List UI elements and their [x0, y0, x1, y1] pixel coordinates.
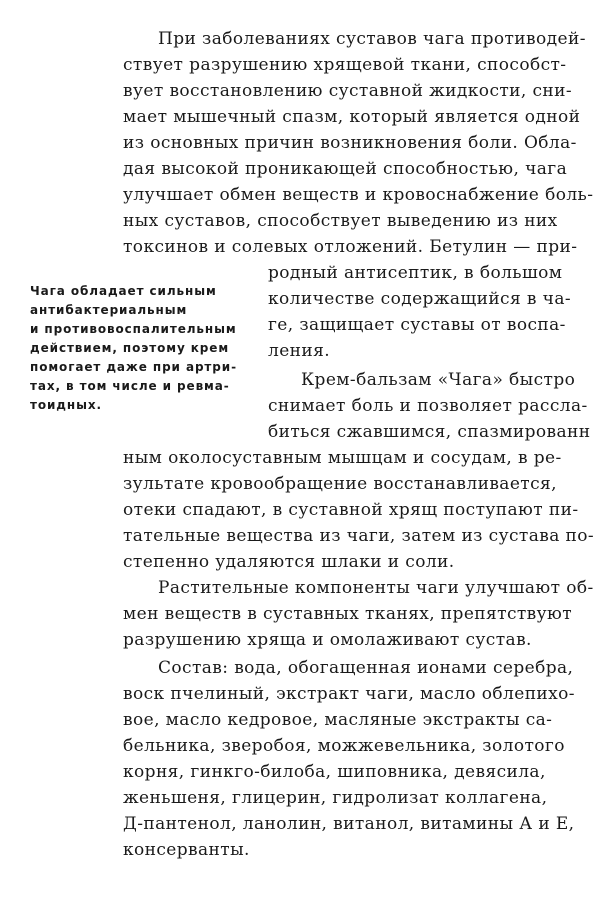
paragraph-1-line-12: ге, защищает суставы от воспа- [268, 315, 566, 335]
paragraph-4-line-5: корня, гинкго-билоба, шиповника, девясила, [123, 762, 546, 782]
paragraph-1-line-11: количестве содержащийся в ча- [268, 289, 571, 309]
sidebar-note-line-6: тах, в том числе и ревма- [30, 379, 230, 393]
paragraph-2-line-6: отеки спадают, в суставной хрящ поступают пи- [123, 500, 579, 520]
paragraph-4-line-7: Д-пантенол, ланолин, витанол, витамины А и Е, [123, 814, 575, 834]
paragraph-2-line-5: зультате кровообращение восстанавливается, [123, 474, 557, 494]
paragraph-2-line-7: тательные вещества из чаги, затем из сустава по- [123, 526, 595, 546]
paragraph-3-line-3: разрушению хряща и омолаживают сустав. [123, 630, 532, 650]
paragraph-1-line-4: мает мышечный спазм, который является одной [123, 107, 581, 127]
paragraph-3-line-1: Растительные компоненты чаги улучшают об- [158, 578, 594, 598]
paragraph-1-line-7: улучшает обмен веществ и кровоснабжение боль- [123, 185, 594, 205]
paragraph-1-line-13: ления. [268, 341, 331, 361]
paragraph-1-line-2: ствует разрушению хрящевой ткани, способст- [123, 55, 567, 75]
paragraph-2-line-2: снимает боль и позволяет рассла- [268, 396, 588, 416]
sidebar-note-line-1: Чага обладает сильным [30, 284, 217, 298]
paragraph-4-line-3: вое, масло кедровое, масляные экстракты са- [123, 710, 553, 730]
paragraph-4-line-4: бельника, зверобоя, можжевельника, золотого [123, 736, 565, 756]
paragraph-1-line-8: ных суставов, способствует выведению из них [123, 211, 558, 231]
paragraph-4-line-8: консерванты. [123, 840, 250, 860]
paragraph-1-line-5: из основных причин возникновения боли. Обла- [123, 133, 577, 153]
paragraph-4-line-2: воск пчелиный, экстракт чаги, масло облепихо- [123, 684, 575, 704]
paragraph-4-line-6: женьшеня, глицерин, гидролизат коллагена, [123, 788, 548, 808]
sidebar-note-line-2: антибактериальным [30, 303, 188, 317]
paragraph-1-line-9: токсинов и солевых отложений. Бетулин — при- [123, 237, 578, 257]
sidebar-note-line-4: действием, поэтому крем [30, 341, 230, 355]
sidebar-note-line-3: и противовоспалительным [30, 322, 237, 336]
paragraph-2-line-8: степенно удаляются шлаки и соли. [123, 552, 455, 572]
paragraph-2-line-1: Крем-бальзам «Чага» быстро [301, 370, 576, 390]
paragraph-1-line-6: дая высокой проникающей способностью, чага [123, 159, 568, 179]
paragraph-1-line-10: родный антисептик, в большом [268, 263, 563, 283]
sidebar-note-line-5: помогает даже при артри- [30, 360, 237, 374]
paragraph-1-line-3: вует восстановлению суставной жидкости, сни- [123, 81, 573, 101]
sidebar-note-line-7: тоидных. [30, 398, 102, 412]
paragraph-1-line-1: При заболеваниях суставов чага противодей- [158, 29, 586, 49]
paragraph-3-line-2: мен веществ в суставных тканях, препятствуют [123, 604, 573, 624]
paragraph-4-line-1: Состав: вода, обогащенная ионами серебра, [158, 658, 574, 678]
paragraph-2-line-3: биться сжавшимся, спазмированн [268, 422, 591, 442]
paragraph-2-line-4: ным околосуставным мышцам и сосудам, в ре- [123, 448, 562, 468]
